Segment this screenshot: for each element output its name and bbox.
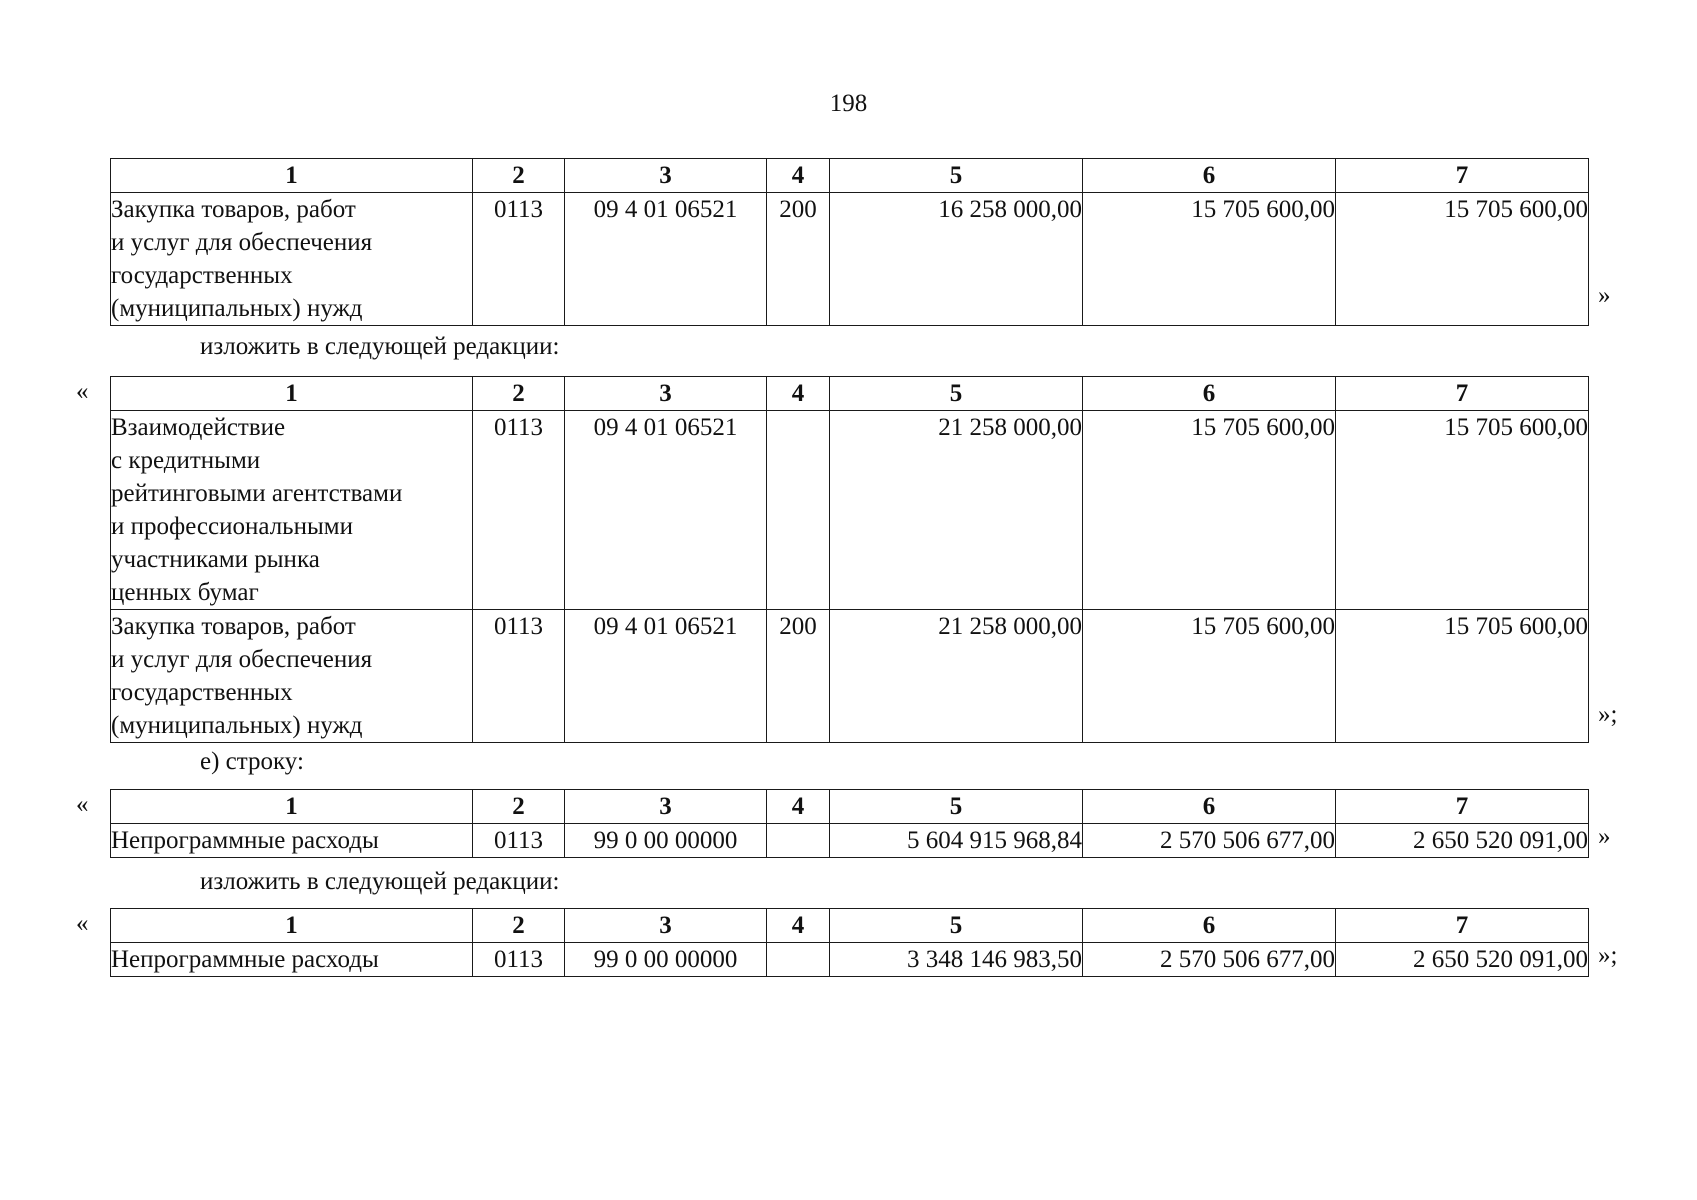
row-name — [111, 411, 473, 610]
cell-amount-7: 15 705 600,00 — [1336, 411, 1589, 610]
col-header-7: 7 — [1336, 790, 1589, 824]
col-header-7: 7 — [1336, 377, 1589, 411]
row-name-text: Закупка товаров, работ и услуг для обеспечения государственных (муниципальных) нужд — [111, 196, 373, 322]
table-block-4 — [76, 908, 1618, 977]
col-header-3: 3 — [565, 159, 767, 193]
col-header-7: 7 — [1336, 159, 1589, 193]
cell-target-article: 99 0 00 00000 — [565, 824, 767, 858]
cell-expense-type: 200 — [767, 193, 830, 326]
col-header-1: 1 — [111, 790, 473, 824]
opening-quote: « — [76, 910, 89, 937]
col-header-5: 5 — [830, 790, 1083, 824]
col-header-2: 2 — [473, 790, 565, 824]
table-row — [111, 411, 1589, 610]
cell-amount-6: 2 570 506 677,00 — [1083, 943, 1336, 977]
table-block-1 — [110, 158, 1611, 326]
opening-quote: « — [76, 378, 89, 405]
cell-expense-type: 200 — [767, 610, 830, 743]
col-header-5: 5 — [830, 909, 1083, 943]
cell-section-code: 0113 — [473, 610, 565, 743]
cell-amount-6: 2 570 506 677,00 — [1083, 824, 1336, 858]
col-header-1: 1 — [111, 159, 473, 193]
cell-amount-6: 15 705 600,00 — [1083, 411, 1336, 610]
cell-amount-5: 16 258 000,00 — [830, 193, 1083, 326]
closing-quote: » — [1598, 823, 1611, 850]
col-header-6: 6 — [1083, 790, 1336, 824]
col-header-3: 3 — [565, 790, 767, 824]
paragraph-edit-instruction-1: изложить в следующей редакции: — [200, 333, 560, 360]
table-row — [111, 610, 1589, 743]
closing-quote: »; — [1598, 701, 1618, 728]
col-header-2: 2 — [473, 159, 565, 193]
cell-target-article: 09 4 01 06521 — [565, 610, 767, 743]
row-name: Непрограммные расходы — [111, 943, 473, 977]
col-header-6: 6 — [1083, 159, 1336, 193]
table-block-3 — [76, 789, 1611, 858]
opening-quote: « — [76, 791, 89, 818]
col-header-2: 2 — [473, 377, 565, 411]
col-header-6: 6 — [1083, 377, 1336, 411]
budget-table-4 — [110, 908, 1589, 977]
header-row — [111, 790, 1589, 824]
table-row — [111, 824, 1589, 858]
cell-amount-5: 3 348 146 983,50 — [830, 943, 1083, 977]
closing-quote: »; — [1598, 942, 1618, 969]
row-name: Непрограммные расходы — [111, 824, 473, 858]
header-row — [111, 377, 1589, 411]
cell-amount-7: 2 650 520 091,00 — [1336, 943, 1589, 977]
col-header-4: 4 — [767, 790, 830, 824]
row-name — [111, 193, 473, 326]
cell-amount-7: 2 650 520 091,00 — [1336, 824, 1589, 858]
col-header-2: 2 — [473, 909, 565, 943]
cell-expense-type — [767, 824, 830, 858]
cell-target-article: 99 0 00 00000 — [565, 943, 767, 977]
page-number: 198 — [829, 90, 868, 117]
budget-table-3 — [110, 789, 1589, 858]
cell-section-code: 0113 — [473, 943, 565, 977]
header-row — [111, 159, 1589, 193]
paragraph-line-e: е) строку: — [200, 748, 304, 775]
table-row — [111, 943, 1589, 977]
col-header-6: 6 — [1083, 909, 1336, 943]
cell-amount-7: 15 705 600,00 — [1336, 193, 1589, 326]
cell-amount-6: 15 705 600,00 — [1083, 610, 1336, 743]
table-row — [111, 193, 1589, 326]
cell-amount-6: 15 705 600,00 — [1083, 193, 1336, 326]
header-row — [111, 909, 1589, 943]
col-header-3: 3 — [565, 909, 767, 943]
row-name — [111, 610, 473, 743]
closing-quote: » — [1598, 282, 1611, 309]
col-header-4: 4 — [767, 159, 830, 193]
col-header-7: 7 — [1336, 909, 1589, 943]
cell-amount-5: 21 258 000,00 — [830, 610, 1083, 743]
budget-table-2 — [110, 376, 1589, 743]
col-header-4: 4 — [767, 377, 830, 411]
cell-target-article: 09 4 01 06521 — [565, 193, 767, 326]
budget-table-1 — [110, 158, 1589, 326]
row-name-text: Взаимодействие с кредитными рейтинговыми агентствами и профессиональными участниками рынка ценных бумаг — [111, 414, 403, 606]
cell-amount-7: 15 705 600,00 — [1336, 610, 1589, 743]
cell-amount-5: 21 258 000,00 — [830, 411, 1083, 610]
cell-expense-type — [767, 411, 830, 610]
col-header-5: 5 — [830, 159, 1083, 193]
row-name-text: Закупка товаров, работ и услуг для обеспечения государственных (муниципальных) нужд — [111, 613, 373, 739]
cell-expense-type — [767, 943, 830, 977]
paragraph-edit-instruction-2: изложить в следующей редакции: — [200, 868, 560, 895]
cell-section-code: 0113 — [473, 411, 565, 610]
col-header-1: 1 — [111, 377, 473, 411]
cell-section-code: 0113 — [473, 193, 565, 326]
col-header-1: 1 — [111, 909, 473, 943]
cell-section-code: 0113 — [473, 824, 565, 858]
col-header-4: 4 — [767, 909, 830, 943]
col-header-5: 5 — [830, 377, 1083, 411]
col-header-3: 3 — [565, 377, 767, 411]
cell-amount-5: 5 604 915 968,84 — [830, 824, 1083, 858]
table-block-2 — [76, 376, 1618, 743]
cell-target-article: 09 4 01 06521 — [565, 411, 767, 610]
